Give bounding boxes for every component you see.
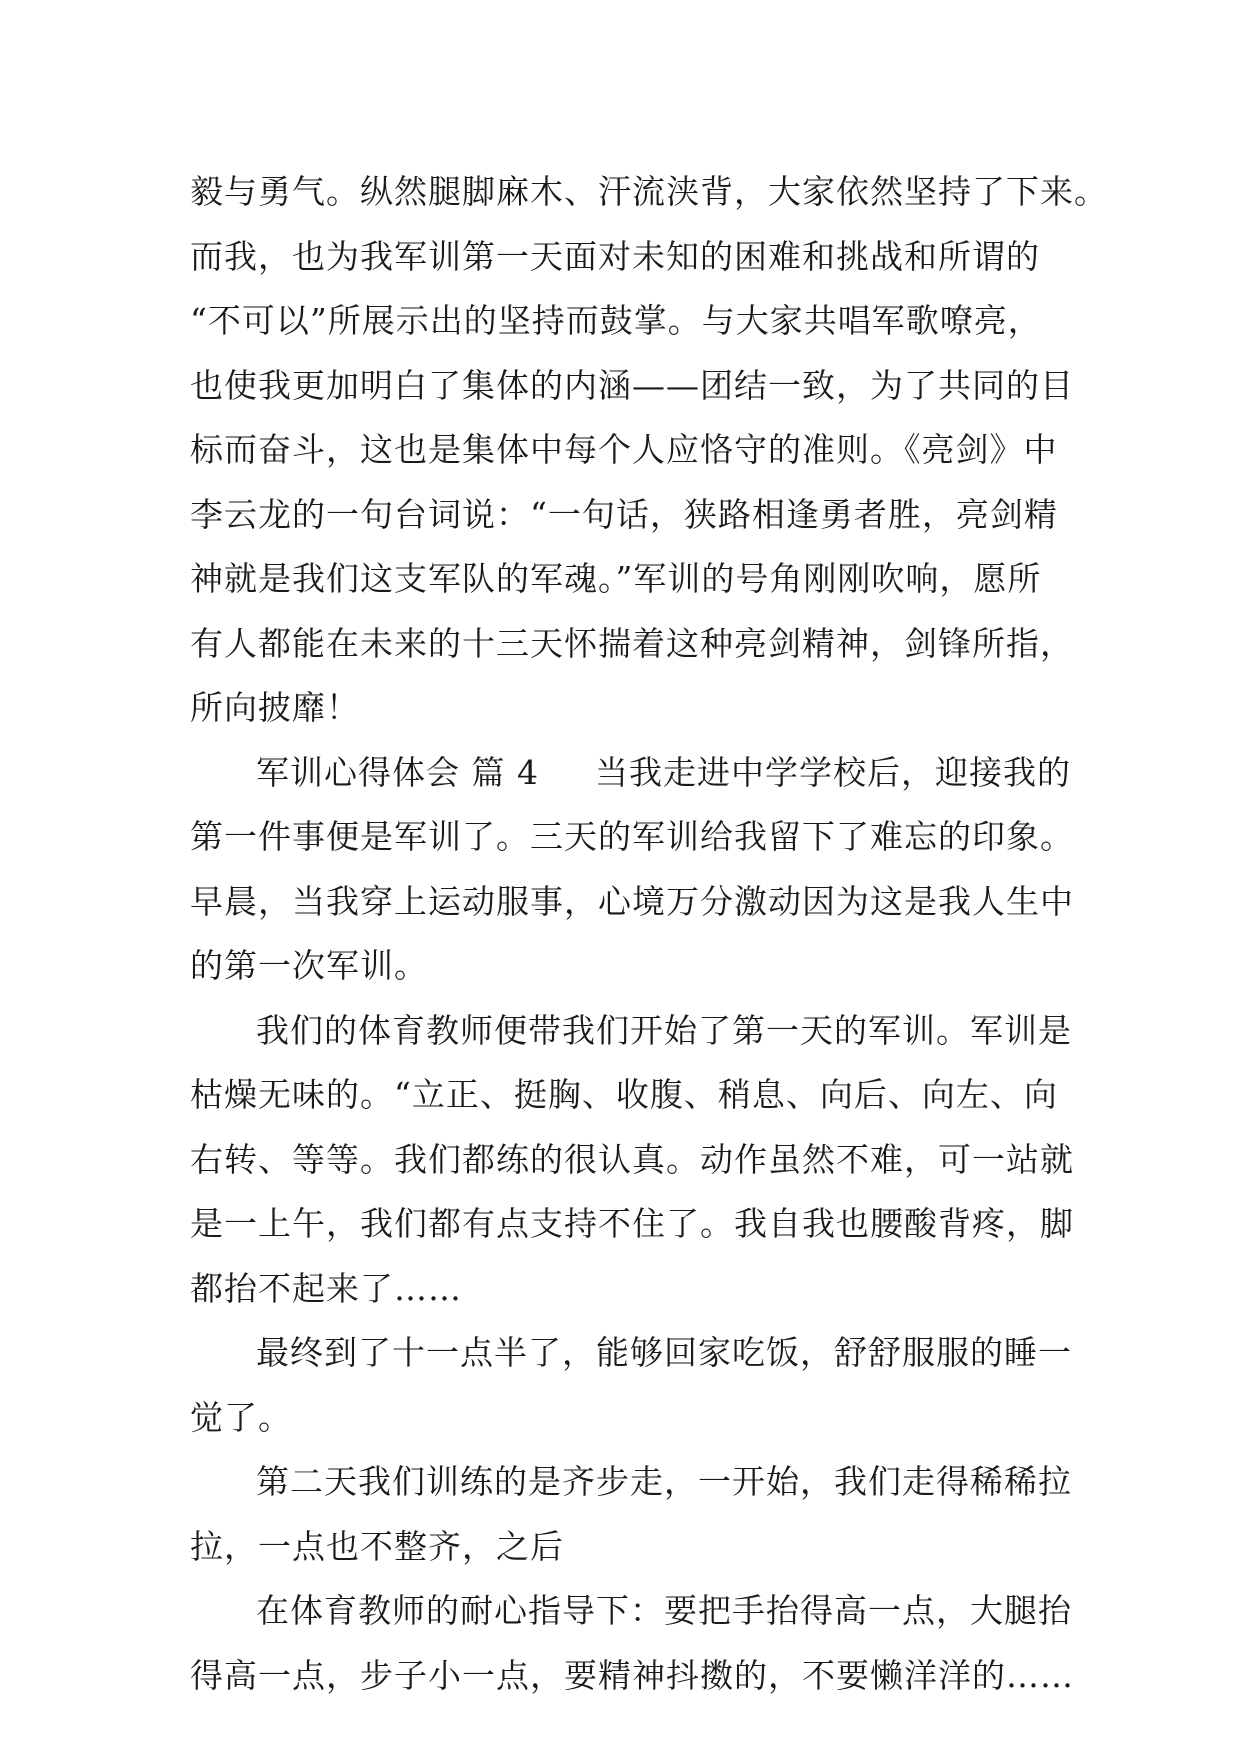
paragraph-5	[190, 1450, 1072, 1579]
text-line: 拉，一点也不整齐，之后	[190, 1526, 564, 1566]
text-line: 觉了。	[190, 1397, 292, 1437]
text-line: 得高一点，步子小一点，要精神抖擞的，不要懒洋洋的……	[190, 1655, 1074, 1695]
text-line: 在体育教师的耐心指导下：要把手抬得高一点，大腿抬	[256, 1591, 1072, 1630]
paragraph-4	[190, 1321, 1072, 1450]
text-line: 标而奋斗，这也是集体中每个人应恪守的准则。《亮剑》中	[190, 430, 1058, 469]
text-line: 李云龙的一句台词说：“一句话，狭路相逢勇者胜，亮剑精	[190, 494, 1058, 534]
text-line: 枯燥无味的。“立正、挺胸、收腹、稍息、向后、向左、向	[190, 1075, 1058, 1114]
text-line: 右转、等等。我们都练的很认真。动作虽然不难，可一站就	[190, 1139, 1074, 1179]
text-line: 我们的体育教师便带我们开始了第一天的军训。军训是	[256, 1010, 1072, 1050]
section-heading: 军训心得体会 篇 4	[256, 752, 539, 792]
text-line: 神就是我们这支军队的军魂。”军训的号角刚刚吹响，愿所	[190, 559, 1042, 598]
text-line: “不可以”所展示出的坚持而鼓掌。与大家共唱军歌嘹亮，	[190, 301, 1042, 340]
text-line: 第一件事便是军训了。三天的军训给我留下了难忘的印象。	[190, 817, 1074, 856]
text-line: 有人都能在未来的十三天怀揣着这种亮剑精神，剑锋所指，	[190, 623, 1074, 663]
text-line: 毅与勇气。纵然腿脚麻木、汗流浃背，大家依然坚持了下来。	[190, 172, 1108, 211]
body-text	[190, 160, 1108, 1708]
text-line: 当我走进中学学校后，迎接我的	[594, 752, 1071, 792]
paragraph-1	[190, 160, 1108, 741]
paragraph-6	[190, 1579, 1074, 1708]
text-line: 最终到了十一点半了，能够回家吃饭，舒舒服服的睡一	[256, 1333, 1072, 1372]
text-line: 也使我更加明白了集体的内涵——团结一致，为了共同的目	[190, 365, 1074, 405]
text-line: 而我，也为我军训第一天面对未知的困难和挑战和所谓的	[190, 236, 1040, 276]
text-line: 都抬不起来了……	[190, 1268, 462, 1308]
text-line: 的第一次军训。	[190, 946, 428, 985]
text-line: 第二天我们训练的是齐步走，一开始，我们走得稀稀拉	[256, 1462, 1072, 1501]
text-line: 所向披靡！	[190, 688, 360, 727]
text-line: 是一上午，我们都有点支持不住了。我自我也腰酸背疼，脚	[190, 1204, 1074, 1243]
heading-line	[190, 741, 1071, 806]
text-line: 早晨，当我穿上运动服事，心境万分激动因为这是我人生中	[190, 881, 1074, 921]
paragraph-3	[190, 999, 1074, 1322]
paragraph-2	[190, 741, 1074, 999]
